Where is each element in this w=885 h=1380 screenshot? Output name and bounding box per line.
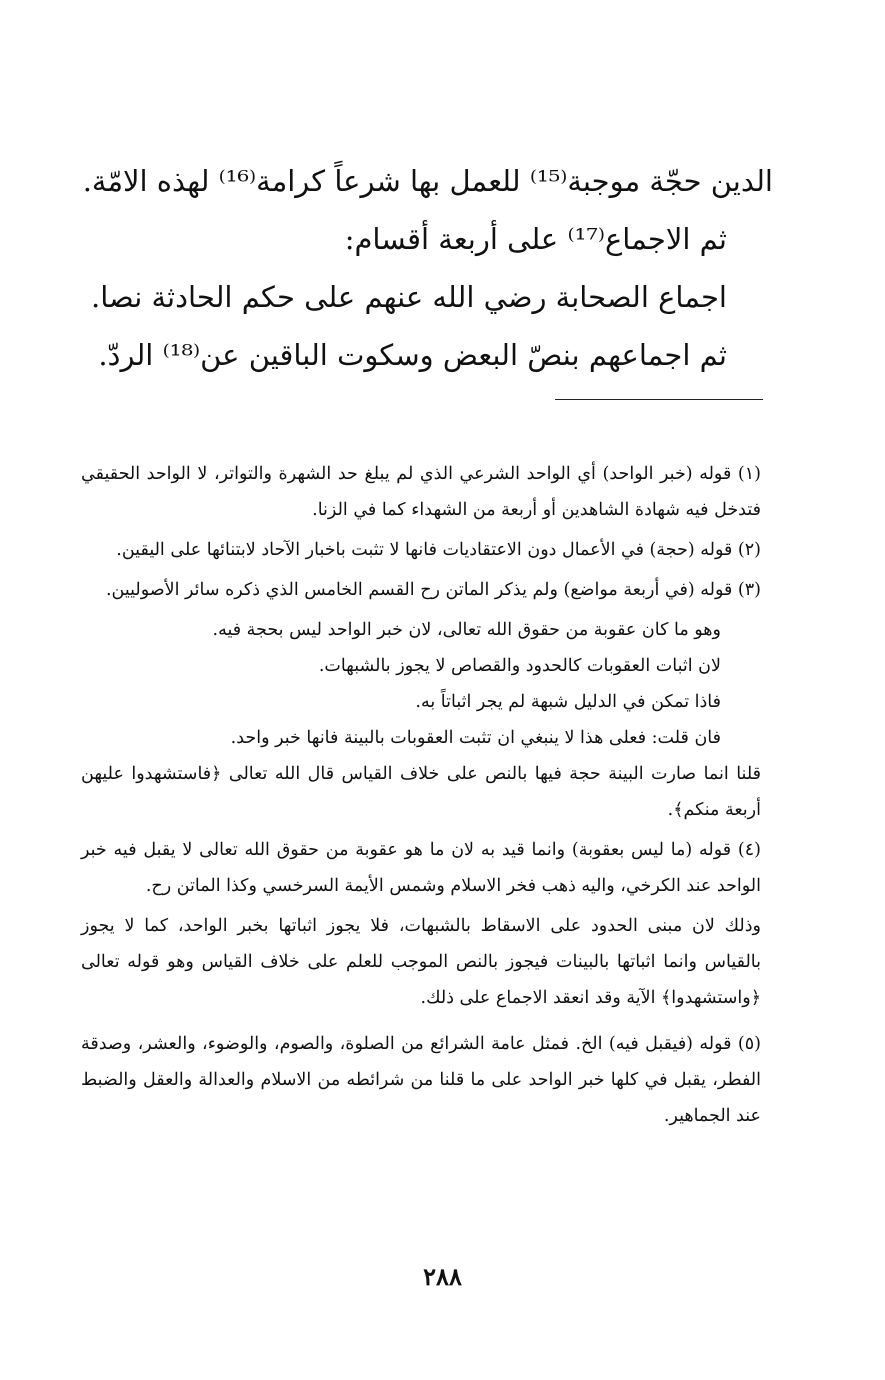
footnote-separator xyxy=(555,399,763,400)
footnotes-block xyxy=(81,456,761,1138)
footnote-3-paragraph: لان اثبات العقوبات كالحدود والقصاص لا يجوز بالشبهات. xyxy=(318,656,721,676)
footnote-5: (٥) قوله (فيقبل فيه) الخ. فمثل عامة الشرائع من الصلوة، والصوم، والوضوء، والعشر، وصدقة الفطر، يقبل في كلها خبر الواحد على ما قلنا من شرائطه من الاسلام والعدالة والعقل والضبط عند الجماهير. xyxy=(81,1034,761,1126)
footnote-3-paragraph: فان قلت: فعلى هذا لا ينبغي ان تثبت العقوبات بالبينة فانها خبر واحد. xyxy=(230,728,721,748)
footnote-4: (٤) قوله (ما ليس بعقوبة) وانما قيد به لان ما هو عقوبة من حقوق الله تعالى لا يقبل فيه خبر الواحد عند الكرخي، واليه ذهب فخر الاسلام وشمس الأيمة السرخسي وكذا الماتن رح. xyxy=(81,840,761,896)
main-text-line: ثم اجماعهم بنصّ البعض وسكوت الباقين عن⁽¹⁸⁾ الردّ. xyxy=(98,338,727,372)
footnote-2: (٢) قوله (حجة) في الأعمال دون الاعتقاديات فانها لا تثبت باخبار الآحاد لابتنائها على اليقين. xyxy=(116,540,761,560)
footnote-3-paragraph: قلنا انما صارت البينة حجة فيها بالنص على خلاف القياس قال الله تعالى ﴿فاستشهدوا عليهن أربعة منكم﴾. xyxy=(81,764,761,820)
main-text-line: اجماع الصحابة رضي الله عنهم على حكم الحادثة نصا. xyxy=(91,280,727,314)
footnote-3-paragraph: وهو ما كان عقوبة من حقوق الله تعالى، لان خبر الواحد ليس بحجة فيه. xyxy=(212,620,721,640)
main-text-block xyxy=(82,152,773,384)
main-text-line: الدين حجّة موجبة⁽¹⁵⁾ للعمل بها شرعاً كرامة⁽¹⁶⁾ لهذه الامّة. xyxy=(82,164,773,198)
page-number: ٢٨٨ xyxy=(423,1262,462,1291)
main-text-line: ثم الاجماع⁽¹⁷⁾ على أربعة أقسام: xyxy=(344,222,727,256)
footnote-4-paragraph: وذلك لان مبنى الحدود على الاسقاط بالشبهات، فلا يجوز اثباتها بخبر الواحد، كما لا يجوز بالقياس وانما اثباتها بالبينات فيجوز بالنص الموجب للعلم على خلاف القياس وهو قوله تعالى ﴿واستشهدوا﴾ الآية وقد انعقد الاجماع على ذلك. xyxy=(81,916,761,1008)
footnote-3: (٣) قوله (في أربعة مواضع) ولم يذكر الماتن رح القسم الخامس الذي ذكره سائر الأصوليين. xyxy=(105,580,761,600)
footnote-3-paragraph: فاذا تمكن في الدليل شبهة لم يجر اثباتاً به. xyxy=(415,692,721,712)
footnote-1: (١) قوله (خبر الواحد) أي الواحد الشرعي الذي لم يبلغ حد الشهرة والتواتر، لا الواحد الحقيقي فتدخل فيه شهادة الشاهدين أو أربعة من الشهداء كما في الزنا. xyxy=(81,464,761,520)
